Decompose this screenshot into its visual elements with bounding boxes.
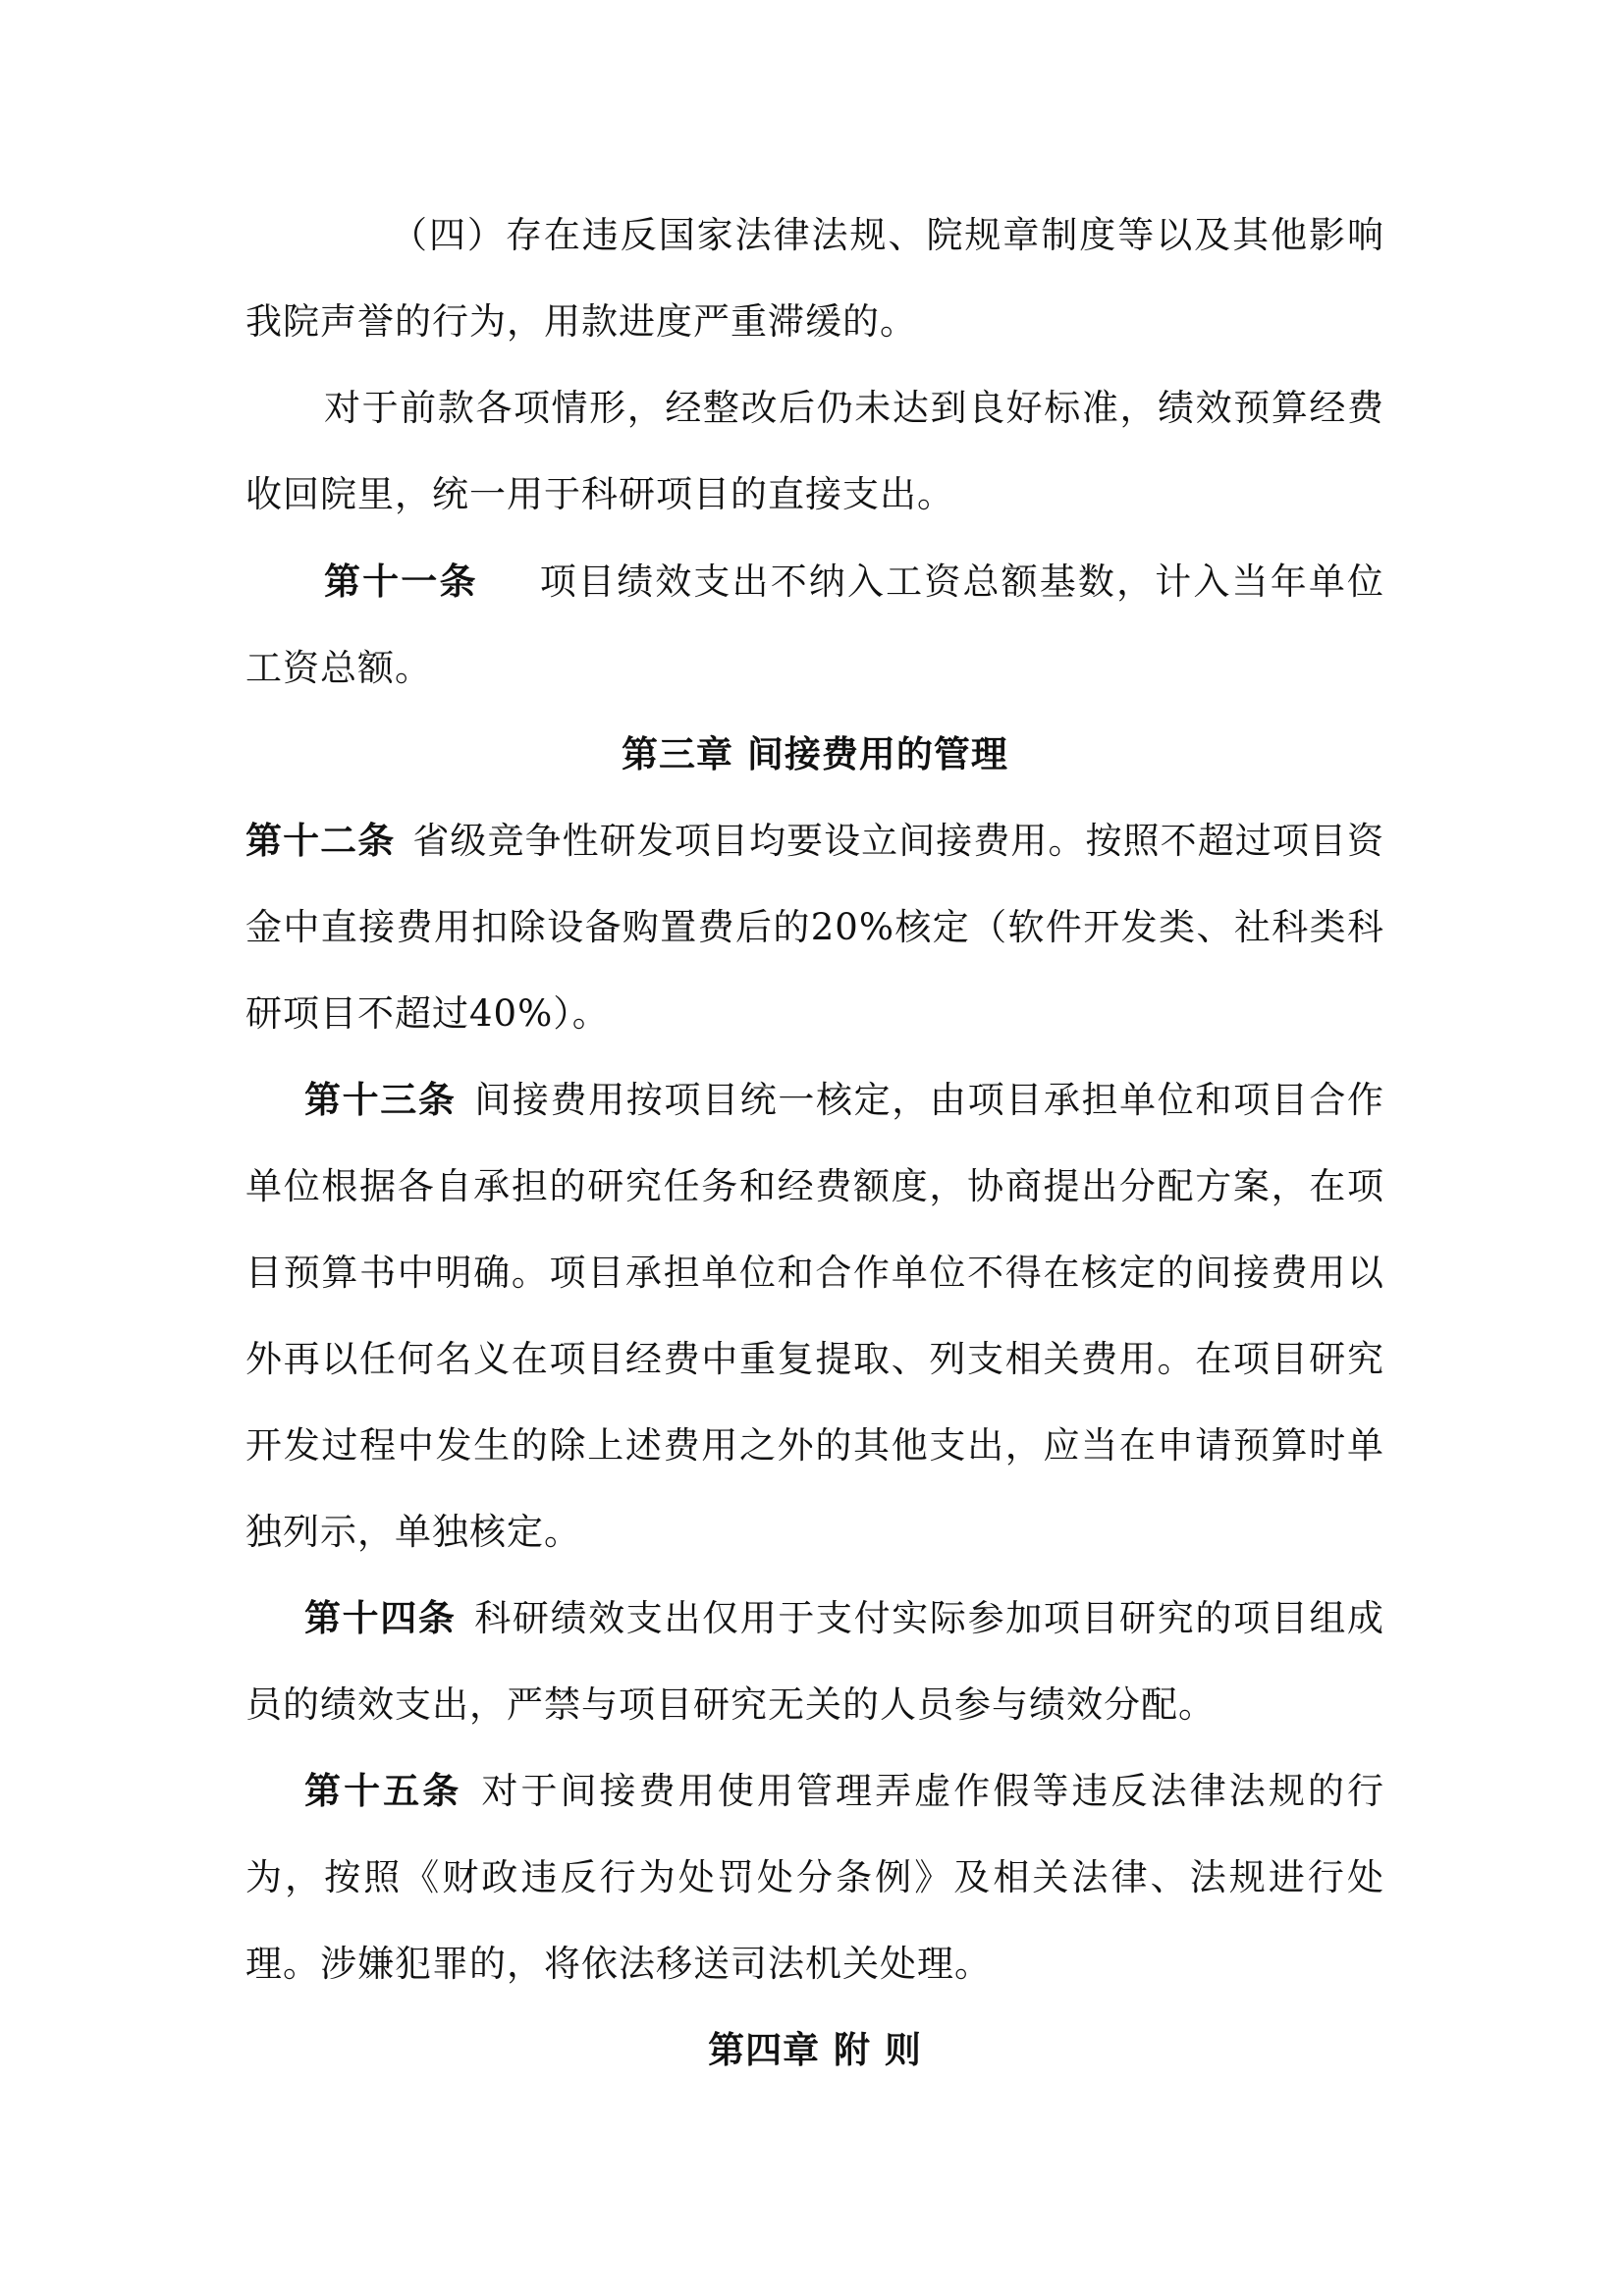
- article-14-text: 科研绩效支出仅用于支付实际参加项目研究的项目组成员的绩效支出，严禁与项目研究无关的人员参与绩效分配。: [245, 1597, 1385, 1726]
- article-12: [245, 797, 1384, 1057]
- article-11-label: 第十一条: [324, 560, 478, 603]
- paragraph-item-four: [245, 192, 1384, 365]
- chapter-3-heading: 第三章 间接费用的管理: [622, 732, 1008, 775]
- chapter-4-heading: 第四章 附 则: [708, 2028, 922, 2071]
- article-13: [245, 1056, 1384, 1575]
- article-13-label: 第十三条: [304, 1078, 457, 1121]
- article-14: [245, 1575, 1384, 1748]
- article-11: [245, 538, 1384, 712]
- paragraph-remedy-text: 对于前款各项情形，经整改后仍未达到良好标准，绩效预算经费收回院里，统一用于科研项目的直接支出。: [245, 387, 1384, 515]
- article-14-label: 第十四条: [304, 1596, 457, 1639]
- article-11-text: 项目绩效支出不纳入工资总额基数，计入当年单位工资总额。: [245, 561, 1385, 689]
- paragraph-item-four-text: （四）存在违反国家法律法规、院规章制度等以及其他影响我院声誉的行为，用款进度严重滞缓的。: [245, 214, 1384, 343]
- article-13-text: 间接费用按项目统一核定，由项目承担单位和项目合作单位根据各自承担的研究任务和经费额度，协商提出分配方案，在项目预算书中明确。项目承担单位和合作单位不得在核定的间接费用以外再以任何名义在项目经费中重复提取、列支相关费用。在项目研究开发过程中发生的除上述费用之外的其他支出，应当在申请预算时单独列示，单独核定。: [245, 1079, 1385, 1553]
- paragraph-remedy: [245, 365, 1384, 538]
- article-12-text: 省级竞争性研发项目均要设立间接费用。按照不超过项目资金中直接费用扣除设备购置费后的20%核定（软件开发类、社科类科研项目不超过40%）。: [245, 820, 1385, 1035]
- article-15: [245, 1747, 1384, 2007]
- article-12-label: 第十二条: [245, 819, 396, 862]
- article-15-label: 第十五条: [304, 1769, 462, 1812]
- article-15-text: 对于间接费用使用管理弄虚作假等违反法律法规的行为，按照《财政违反行为处罚处分条例》及相关法律、法规进行处理。涉嫌犯罪的，将依法移送司法机关处理。: [245, 1770, 1384, 1985]
